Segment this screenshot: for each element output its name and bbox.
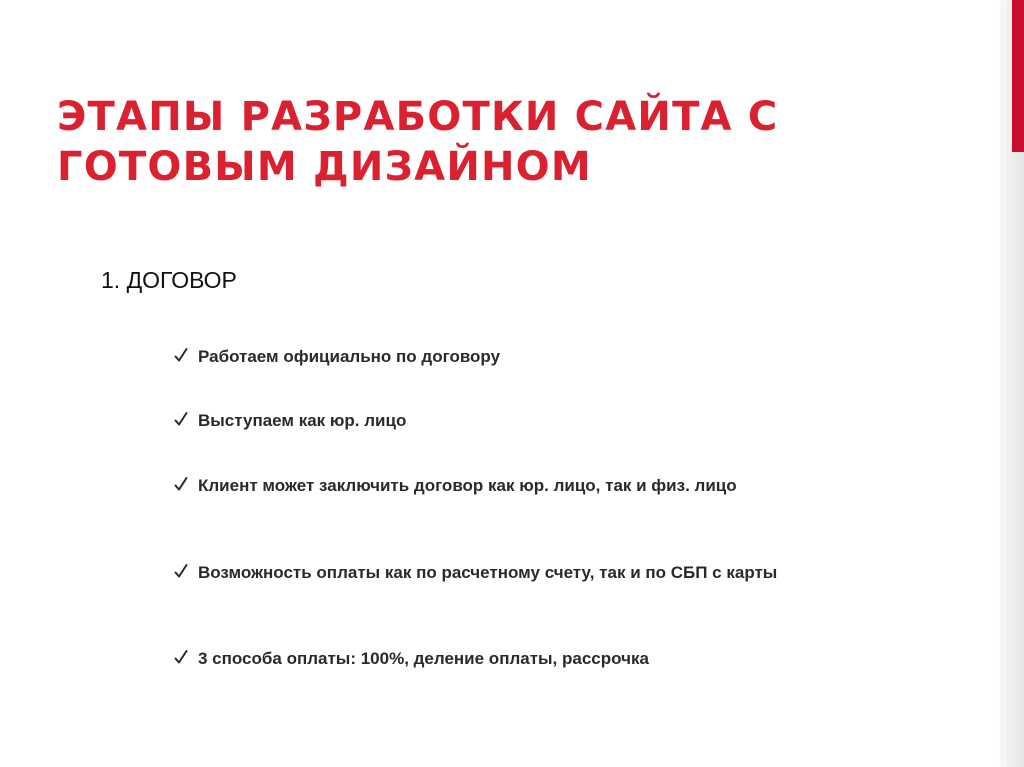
bullet-item	[174, 562, 834, 584]
checkmark-icon	[174, 410, 188, 428]
slide-title	[57, 92, 917, 192]
slide-title-line-1: ЭТАПЫ РАЗРАБОТКИ САЙТА С	[57, 94, 779, 140]
section-heading: 1. ДОГОВОР	[101, 267, 237, 293]
bullet-item	[174, 410, 834, 432]
checkmark-icon	[174, 475, 188, 493]
page-edge-line	[1002, 0, 1006, 767]
checkmark-icon	[174, 648, 188, 666]
bullet-item	[174, 475, 834, 497]
checkmark-icon	[174, 562, 188, 580]
bullet-text: 3 способа оплаты: 100%, деление оплаты, рассрочка	[198, 649, 649, 668]
bullet-text: Работаем официально по договору	[198, 347, 501, 366]
bullet-item	[174, 648, 834, 670]
bullet-item	[174, 346, 834, 368]
slide-title-line-2: ГОТОВЫМ ДИЗАЙНОМ	[57, 144, 592, 190]
accent-bar	[1012, 0, 1024, 152]
bullet-text: Возможность оплаты как по расчетному счету, так и по СБП с карты	[198, 563, 778, 582]
bullet-text: Клиент может заключить договор как юр. лицо, так и физ. лицо	[198, 476, 737, 495]
bullet-text: Выступаем как юр. лицо	[198, 411, 407, 430]
checkmark-icon	[174, 346, 188, 364]
